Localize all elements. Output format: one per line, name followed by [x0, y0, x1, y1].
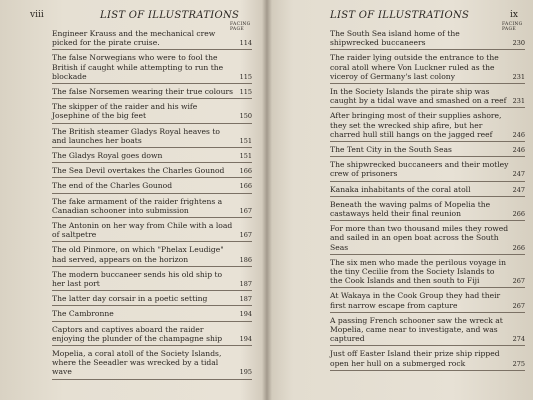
facing-page-number: 115	[239, 72, 252, 81]
illustration-caption: The raider lying outside the entrance to the coral atoll where Von Luckner ruled as the viceroy of Germany's last colony	[330, 53, 499, 81]
illustration-caption: The old Pinmore, on which "Phelax Leudige" had served, appears on the horizon	[52, 245, 224, 264]
facing-page-number: 187	[239, 280, 252, 289]
facing-page-number: 231	[512, 72, 525, 81]
list-item	[52, 50, 252, 84]
illustration-caption: Engineer Krauss and the mechanical crew picked for the pirate cruise.	[52, 29, 216, 48]
illustration-caption: The latter day corsair in a poetic setting	[52, 294, 208, 304]
facing-page-number: 267	[512, 277, 525, 286]
list-item	[330, 26, 525, 50]
list-item	[52, 267, 252, 291]
left-page	[0, 0, 265, 400]
illustration-caption: The false Norsemen wearing their true colours	[52, 87, 234, 97]
facing-page-number: 151	[239, 152, 252, 161]
facing-page-number: 246	[512, 146, 525, 155]
facing-page-number: 194	[239, 310, 252, 319]
list-item	[52, 322, 252, 346]
illustration-caption: The Tent City in the South Seas	[330, 145, 452, 155]
list-item	[330, 182, 525, 197]
illustration-caption: Beneath the waving palms of Mopelia the castaways held their final reunion	[330, 199, 491, 219]
list-item	[52, 124, 252, 148]
illustration-caption: The British steamer Gladys Royal heaves to and launches her boats	[52, 126, 220, 145]
facing-page-number: 267	[512, 301, 525, 310]
left-entries-list	[52, 26, 252, 380]
right-page-number: ix	[510, 10, 518, 20]
facing-page-number: 186	[239, 255, 252, 264]
facing-page-number: 166	[239, 182, 252, 191]
illustration-caption: Captors and captives aboard the raider enjoying the plunder of the champagne ship	[52, 324, 223, 343]
list-item	[330, 313, 525, 347]
illustration-caption: In the Society Islands the pirate ship was caught by a tidal wave and smashed on a reef	[330, 87, 507, 106]
facing-page-number: 151	[239, 136, 252, 145]
illustration-caption: At Wakaya in the Cook Group they had their first narrow escape from capture	[330, 291, 501, 310]
illustration-caption: The fake armament of the raider frightens a Canadian schooner into submission	[52, 196, 223, 215]
list-item	[330, 255, 525, 289]
list-item	[330, 288, 525, 312]
illustration-caption: A passing French schooner saw the wreck at Mopelia, came near to investigate, and was captured	[330, 315, 503, 344]
illustration-caption: The Cambronne	[52, 309, 114, 319]
list-item	[52, 218, 252, 242]
illustration-caption: The Sea Devil overtakes the Charles Gounod	[52, 166, 225, 176]
facing-page-number: 266	[512, 243, 525, 252]
illustration-caption: The skipper of the raider and his wife Josephine of the big feet	[52, 102, 198, 121]
illustration-caption: The Antonin on her way from Chile with a load of saltpetre	[52, 221, 233, 240]
list-item	[330, 197, 525, 221]
list-item	[52, 99, 252, 123]
facing-page-number: 194	[239, 334, 252, 343]
illustration-caption: Just off Easter Island their prize ship ripped open her hull on a submerged rock	[330, 349, 500, 368]
list-item	[330, 50, 525, 84]
left-page-number: viii	[30, 10, 44, 20]
list-item	[330, 142, 525, 157]
facing-page-number: 195	[239, 368, 252, 377]
facing-page-number: 275	[512, 359, 525, 368]
list-item	[52, 291, 252, 306]
illustration-caption: The false Norwegians who were to fool the British if caught while attempting to run the blockade	[52, 53, 224, 81]
list-item	[52, 346, 252, 380]
illustration-caption: After bringing most of their supplies ashore, they set the wrecked ship afire, but her charred hull still hangs on the jagged reef	[330, 111, 502, 139]
right-running-head: LIST OF ILLUSTRATIONS	[330, 10, 470, 21]
facing-page-number: 230	[512, 39, 525, 48]
left-facing-label: FACING PAGE	[230, 22, 251, 32]
list-item	[52, 242, 252, 266]
list-item	[52, 84, 252, 99]
illustration-caption: The South Sea island home of the shipwrecked buccaneers	[330, 29, 460, 48]
list-item	[52, 26, 252, 50]
facing-page-number: 167	[239, 231, 252, 240]
list-item	[330, 346, 525, 370]
right-entries-list	[330, 26, 525, 371]
facing-page-number: 231	[512, 97, 525, 106]
left-running-head: LIST OF ILLUSTRATIONS	[100, 10, 240, 21]
facing-page-number: 167	[239, 206, 252, 215]
right-facing-label: FACING PAGE	[502, 22, 523, 32]
list-item	[52, 306, 252, 321]
illustration-caption: The modern buccaneer sends his old ship to her last port	[52, 269, 223, 289]
illustration-caption: The Gladys Royal goes down	[52, 151, 163, 161]
facing-page-number: 115	[239, 88, 252, 97]
facing-page-number: 114	[239, 39, 252, 48]
list-item	[52, 178, 252, 193]
list-item	[330, 84, 525, 108]
illustration-caption: The shipwrecked buccaneers and their motley crew of prisoners	[330, 160, 509, 179]
list-item	[52, 148, 252, 163]
list-item	[52, 194, 252, 218]
list-item	[330, 157, 525, 181]
list-item	[330, 221, 525, 255]
illustration-caption: Mopelia, a coral atoll of the Society Islands, where the Seeadler was wrecked by a tidal wave	[52, 349, 222, 377]
facing-page-number: 166	[239, 167, 252, 176]
facing-page-number: 246	[512, 130, 525, 139]
illustration-caption: The six men who made the perilous voyage in the tiny Cecilie from the Society Islands to the Cook Islands and then south to Fiji	[330, 257, 506, 286]
illustration-caption: For more than two thousand miles they rowed and sailed in an open boat across the South Seas	[330, 224, 509, 252]
list-item	[330, 108, 525, 142]
illustration-caption: The end of the Charles Gounod	[52, 181, 173, 191]
right-page	[270, 0, 533, 400]
illustration-caption: Kanaka inhabitants of the coral atoll	[330, 184, 471, 194]
facing-page-number: 247	[512, 185, 525, 194]
facing-page-number: 187	[239, 295, 252, 304]
facing-page-number: 150	[239, 112, 252, 121]
facing-page-number: 247	[512, 170, 525, 179]
facing-page-number: 266	[512, 210, 525, 219]
facing-page-number: 274	[512, 335, 525, 344]
list-item	[52, 163, 252, 178]
